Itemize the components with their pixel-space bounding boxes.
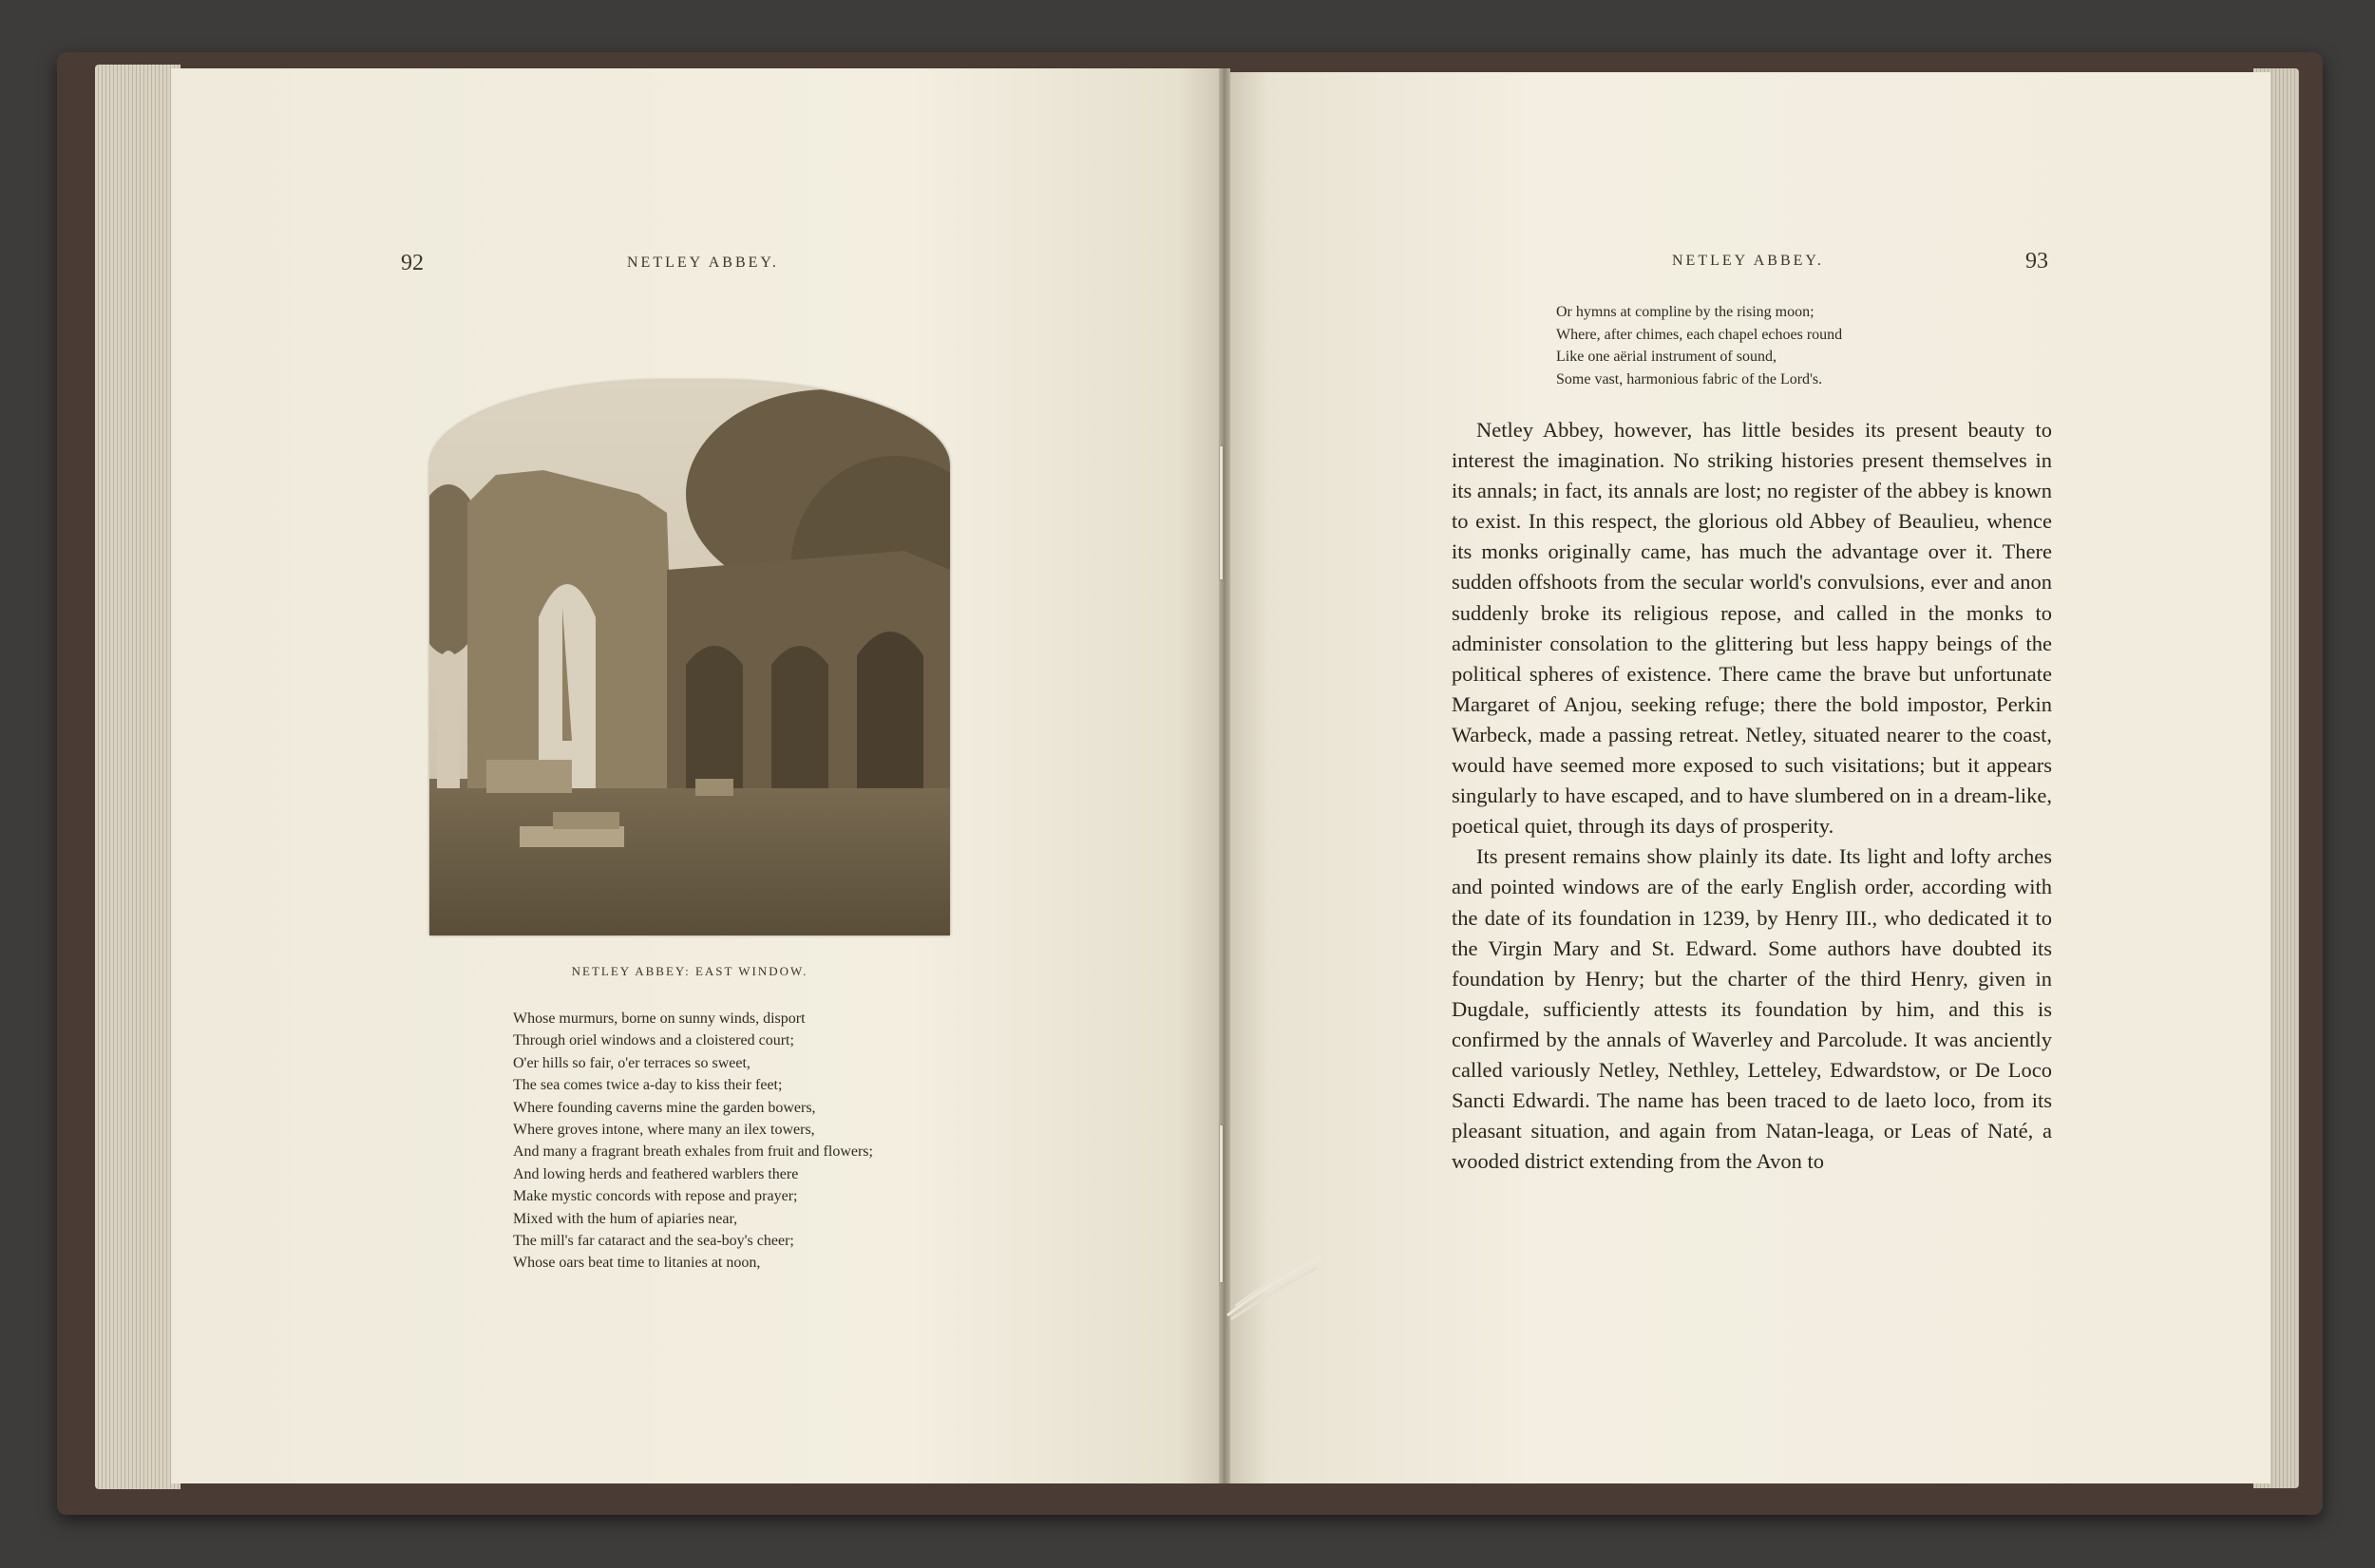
verse-left <box>513 1008 1045 1275</box>
binding-thread-tail <box>1226 1249 1330 1325</box>
verse-line: And many a fragrant breath exhales from fruit and flowers; <box>513 1143 873 1161</box>
verse-line: Mixed with the hum of apiaries near, <box>513 1210 738 1227</box>
paragraph: Its present remains show plainly its date. Its light and lofty arches and pointed windows are of the early English order, according with the date of its foundation in 1239, by Henry III., who dedicated it to the Virgin Mary and St. Edward. Some authors have doubted its foundation by Henry; but the charter of the third Henry, given in Dugdale, sufficiently attests its foundation by him, and this is confirmed by the annals of Waverley and Parcolude. It was anciently called variously Netley, Nethley, Letteley, Edwardstow, or De Loco Sancti Edwardi. The name has been traced to de laeto loco, from its pleasant situation, and again from Natan-leaga, or Leas of Naté, a wooded district extending from the Avon to <box>1452 844 2052 1174</box>
running-head-left: NETLEY ABBEY. <box>627 255 779 271</box>
verse-line: Make mystic concords with repose and prayer; <box>513 1188 798 1205</box>
prose-body <box>1452 415 2052 1177</box>
running-head-right: NETLEY ABBEY. <box>1672 253 1824 269</box>
verse-line: And lowing herds and feathered warblers there <box>513 1165 799 1182</box>
verse-line: O'er hills so fair, o'er terraces so sweet, <box>513 1054 750 1071</box>
page-edges-left <box>95 65 180 1489</box>
plate-caption: NETLEY ABBEY: EAST WINDOW. <box>571 964 808 978</box>
binding-thread-bottom <box>1220 1125 1223 1282</box>
verse-line: Where founding caverns mine the garden bowers, <box>513 1099 816 1116</box>
verse-line: The sea comes twice a-day to kiss their feet; <box>513 1077 783 1094</box>
verse-line: Or hymns at compline by the rising moon; <box>1556 304 1814 320</box>
verse-right <box>1556 301 1974 390</box>
folio-right: 93 <box>2025 249 2048 274</box>
verse-line: Whose murmurs, borne on sunny winds, disport <box>513 1011 806 1027</box>
verse-line: Where groves intone, where many an ilex towers, <box>513 1122 815 1139</box>
verse-line: Where, after chimes, each chapel echoes round <box>1556 326 1843 343</box>
folio-left: 92 <box>401 251 424 275</box>
binding-thread-top <box>1220 446 1223 579</box>
paragraph: Netley Abbey, however, has little besides its present beauty to interest the imagination. No striking histories present themselves in its annals; in fact, its annals are lost; no register of the abbey is known to exist. In this respect, the glorious old Abbey of Beaulieu, whence its monks originally came, has much the advantage over it. There sudden offshoots from the secular world's convulsions, ever and anon suddenly broke its religious repose, and called in the monks to administer consolation to the glittering but less happy beings of the political spheres of existence. There came the brave but unfortunate Margaret of Anjou, seeking refuge; there the bold impostor, Perkin Warbeck, made a passing retreat. Netley, situated nearer to the coast, would have seemed more exposed to such visitations; but it appears singularly to have escaped, and to have slumbered on in a dream-like, poetical quiet, through its days of prosperity. <box>1452 418 2052 839</box>
verse-line: The mill's far cataract and the sea-boy's cheer; <box>513 1233 794 1250</box>
verse-line: Some vast, harmonious fabric of the Lord's. <box>1556 370 1823 387</box>
plate-photograph <box>429 380 950 935</box>
verse-line: Like one aërial instrument of sound, <box>1556 349 1776 365</box>
verse-line: Through oriel windows and a cloistered court; <box>513 1032 794 1049</box>
verse-line: Whose oars beat time to litanies at noon, <box>513 1255 761 1272</box>
